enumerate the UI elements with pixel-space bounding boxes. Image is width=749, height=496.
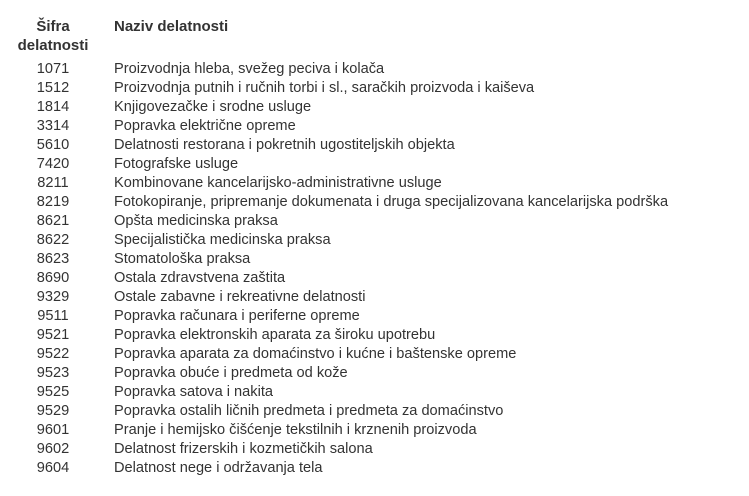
activity-name: Delatnost nege i održavanja tela [114, 460, 323, 476]
activity-code: 9604 [36, 460, 70, 476]
activity-name: Popravka računara i periferne opreme [114, 308, 360, 324]
table-row [12, 288, 742, 307]
table-row [12, 136, 742, 155]
activity-code: 8621 [36, 213, 70, 229]
activity-name: Fotografske usluge [114, 156, 239, 172]
activity-code: 1071 [36, 61, 70, 77]
activity-code: 7420 [36, 156, 70, 172]
activity-name: Delatnosti restorana i pokretnih ugostiteljskih objekta [114, 137, 455, 153]
activity-code: 9329 [36, 289, 70, 305]
table-row [12, 383, 742, 402]
activity-code: 8211 [37, 175, 69, 191]
table-row [12, 269, 742, 288]
activity-name: Popravka obuće i predmeta od kože [114, 365, 348, 381]
activity-name: Ostale zabavne i rekreativne delatnosti [114, 289, 366, 305]
activity-code: 1512 [36, 80, 70, 96]
table-row [12, 459, 742, 478]
table-row [12, 364, 742, 383]
activity-codes-table [12, 17, 742, 478]
activity-code: 1814 [36, 99, 70, 115]
activity-name: Popravka ostalih ličnih predmeta i predmeta za domaćinstvo [114, 403, 504, 419]
activity-name: Proizvodnja hleba, svežeg peciva i kolača [114, 61, 385, 77]
table-row [12, 307, 742, 326]
activity-name: Proizvodnja putnih i ručnih torbi i sl., saračkih proizvoda i kaiševa [114, 80, 535, 96]
header-code-line2: delatnosti [17, 37, 89, 54]
activity-code: 9521 [36, 327, 70, 343]
activity-name: Specijalistička medicinska praksa [114, 232, 331, 248]
header-code-line1: Šifra [36, 18, 70, 35]
activity-code: 3314 [36, 118, 70, 134]
activity-code: 8623 [36, 251, 70, 267]
activity-name: Popravka aparata za domaćinstvo i kućne i baštenske opreme [114, 346, 517, 362]
activity-code: 9525 [36, 384, 70, 400]
activity-code: 9523 [36, 365, 70, 381]
header-code [12, 17, 94, 55]
activity-name: Popravka satova i nakita [114, 384, 273, 400]
activity-name: Delatnost frizerskih i kozmetičkih salona [114, 441, 373, 457]
activity-name: Popravka elektronskih aparata za široku upotrebu [114, 327, 436, 343]
activity-code: 9522 [36, 346, 70, 362]
activity-name: Popravka električne opreme [114, 118, 296, 134]
table-row [12, 402, 742, 421]
activity-code: 8690 [36, 270, 70, 286]
table-row [12, 421, 742, 440]
activity-name: Kombinovane kancelarijsko-administrativne usluge [114, 175, 442, 191]
activity-name: Pranje i hemijsko čišćenje tekstilnih i krznenih proizvoda [114, 422, 477, 438]
activity-code: 8622 [36, 232, 70, 248]
activity-name: Stomatološka praksa [114, 251, 251, 267]
table-row [12, 79, 742, 98]
table-row [12, 174, 742, 193]
table-row [12, 440, 742, 459]
table-row [12, 98, 742, 117]
table-row [12, 60, 742, 79]
table-row [12, 345, 742, 364]
activity-name: Knjigovezačke i srodne usluge [114, 99, 312, 115]
table-row [12, 250, 742, 269]
table-row [12, 117, 742, 136]
activity-name: Fotokopiranje, pripremanje dokumenata i druga specijalizovana kancelarijska podrška [114, 194, 669, 210]
header-name: Naziv delatnosti [114, 18, 229, 35]
activity-name: Ostala zdravstvena zaštita [114, 270, 286, 286]
table-row [12, 155, 742, 174]
activity-code: 9511 [37, 308, 69, 324]
table-row [12, 193, 742, 212]
table-row [12, 212, 742, 231]
activity-name: Opšta medicinska praksa [114, 213, 278, 229]
table-body [12, 60, 742, 478]
activity-code: 9602 [36, 441, 70, 457]
table-row [12, 231, 742, 250]
table-header [12, 17, 742, 55]
table-row [12, 326, 742, 345]
activity-code: 9601 [36, 422, 70, 438]
activity-code: 5610 [36, 137, 70, 153]
activity-code: 8219 [36, 194, 70, 210]
activity-code: 9529 [36, 403, 70, 419]
